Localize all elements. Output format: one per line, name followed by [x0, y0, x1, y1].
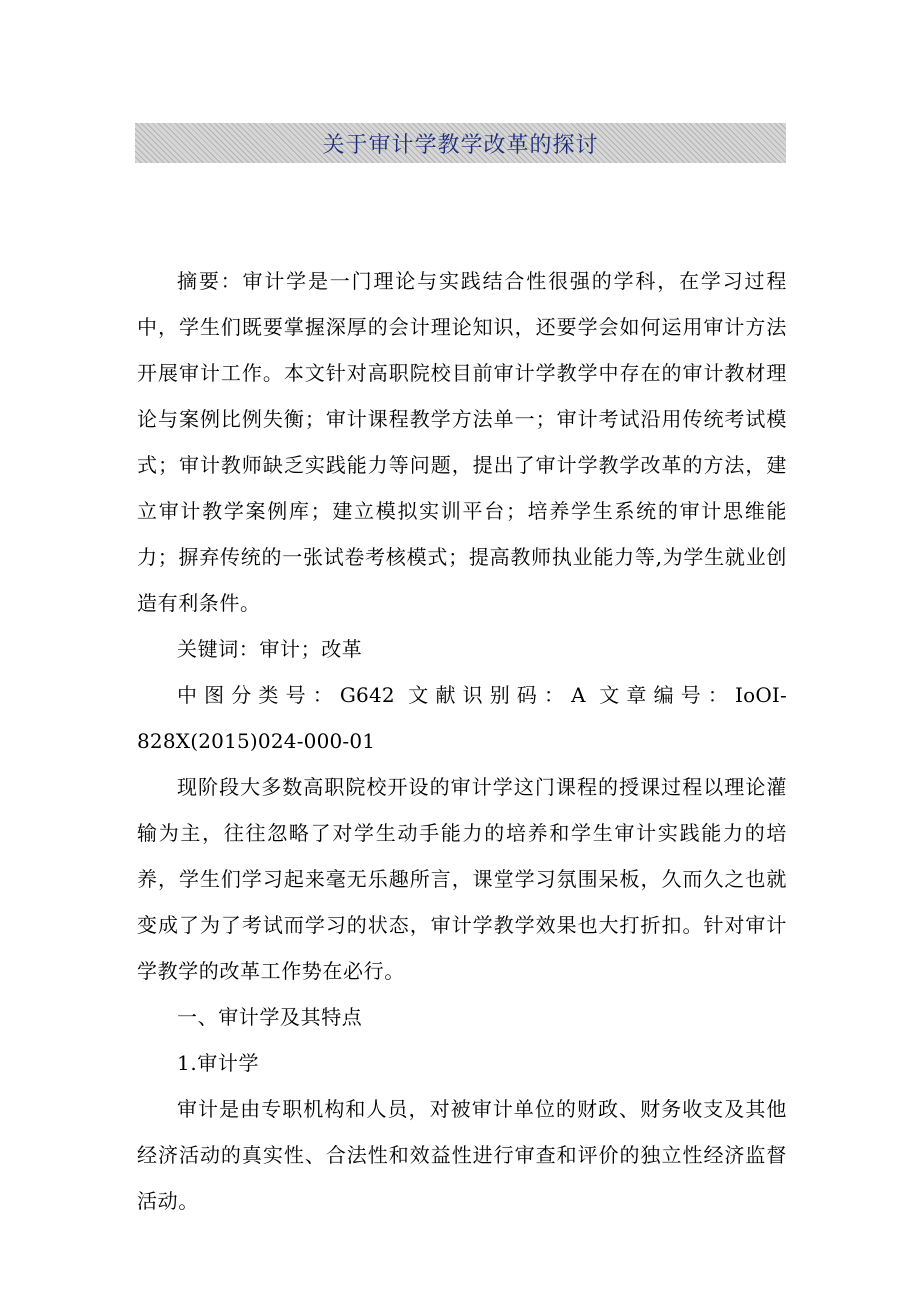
intro-paragraph: 现阶段大多数高职院校开设的审计学这门课程的授课过程以理论灌输为主，往往忽略了对学生动手能力的培养和学生审计实践能力的培养，学生们学习起来毫无乐趣所言，课堂学习氛围呆板，久而久之也就变成了为了考试而学习的状态，审计学教学效果也大打折扣。针对审计学教学的改革工作势在必行。: [137, 775, 787, 983]
abstract-paragraph: 摘要：审计学是一门理论与实践结合性很强的学科，在学习过程中，学生们既要掌握深厚的会计理论知识，还要学会如何运用审计方法开展审计工作。本文针对高职院校目前审计学教学中存在的审计教材理论与案例比例失衡；审计课程教学方法单一；审计考试沿用传统考试模式；审计教师缺乏实践能力等问题，提出了审计学教学改革的方法，建立审计教学案例库；建立模拟实训平台；培养学生系统的审计思维能力；摒弃传统的一张试卷考核模式；提高教师执业能力等,为学生就业创造有利条件。: [137, 269, 787, 615]
subsection-heading: 1.审计学: [177, 1051, 260, 1075]
document-body: [137, 258, 787, 1224]
document-title: 关于审计学教学改革的探讨: [322, 132, 599, 158]
keywords-line: 关键词：审计；改革: [177, 637, 363, 661]
definition-paragraph: 审计是由专职机构和人员，对被审计单位的财政、财务收支及其他经济活动的真实性、合法性和效益性进行审查和评价的独立性经济监督活动。: [137, 1097, 787, 1213]
classification-line: 中图分类号：G642 文献识别码：A 文章编号：IoOI-828X(2015)024-000-01: [137, 683, 787, 753]
title-banner: [135, 123, 786, 163]
section-heading: 一、审计学及其特点: [177, 1005, 363, 1029]
